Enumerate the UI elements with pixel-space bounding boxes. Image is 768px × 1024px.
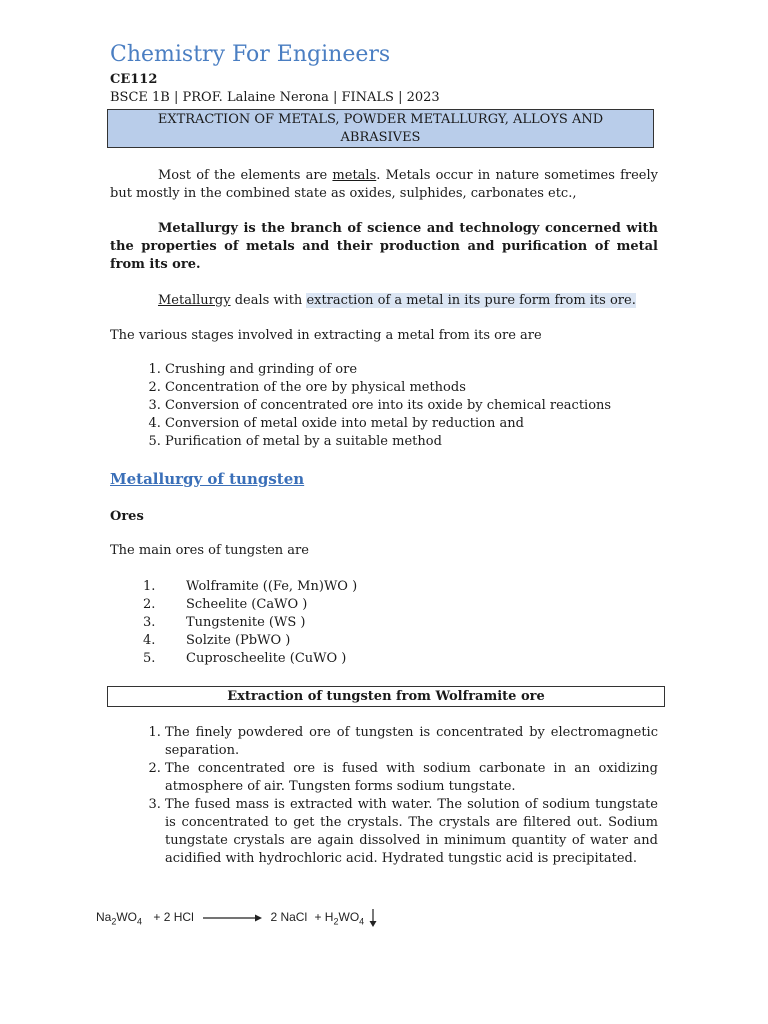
reaction-arrow-icon xyxy=(201,913,263,923)
list-item: 1. Crushing and grinding of ore xyxy=(165,361,665,379)
ore-number: 5. xyxy=(143,651,156,666)
ore-number: 4. xyxy=(143,633,156,648)
eq-sub: 2 xyxy=(333,916,339,927)
intro-p3-end: . xyxy=(631,293,636,308)
list-item: 4. Conversion of metal oxide into metal by reduction and xyxy=(165,415,665,433)
eq-product-2 xyxy=(314,910,365,927)
intro-paragraph-1 xyxy=(110,167,658,203)
eq-plus-1: + 2 HCl xyxy=(153,910,194,925)
eq-sub: 4 xyxy=(137,916,143,927)
ore-number: 1. xyxy=(143,579,156,594)
eq-na: Na xyxy=(96,910,112,925)
course-meta: BSCE 1B | PROF. Lalaine Nerona | FINALS | 2023 xyxy=(110,90,440,105)
topic-banner xyxy=(107,109,654,148)
metals-link[interactable]: metals xyxy=(332,168,377,183)
eq-sub: 4 xyxy=(359,916,365,927)
eq-sub: 2 xyxy=(111,916,117,927)
chemical-equation xyxy=(96,908,377,928)
precipitate-arrow-icon xyxy=(369,908,377,928)
stages-list xyxy=(110,361,665,451)
eq-reactant-1 xyxy=(96,910,143,927)
list-item: 2. The concentrated ore is fused with sodium carbonate in an oxidizing atmosphere of air. Tungsten forms sodium tungstate. xyxy=(165,760,658,796)
document-title: Chemistry For Engineers xyxy=(110,42,391,67)
eq-product-1: 2 NaCl xyxy=(270,910,308,925)
list-item: 2. Concentration of the ore by physical methods xyxy=(165,379,665,397)
ore-name: Wolframite ((Fe, Mn)WO ) xyxy=(186,579,358,594)
list-item: 1. The finely powdered ore of tungsten is concentrated by electromagnetic separation. xyxy=(165,724,658,760)
metallurgy-term: Metallurgy xyxy=(158,293,231,308)
ore-name: Scheelite (CaWO ) xyxy=(186,597,308,612)
list-item: 3. Conversion of concentrated ore into its oxide by chemical reactions xyxy=(165,397,665,415)
intro-p3-mid: deals with xyxy=(230,293,307,308)
list-item: 5. Purification of metal by a suitable method xyxy=(165,433,665,451)
stages-intro: The various stages involved in extracting a metal from its ore are xyxy=(110,328,542,343)
topic-line-1: EXTRACTION OF METALS, POWDER METALLURGY, ALLOYS AND xyxy=(157,112,604,127)
intro-p1-before: Most of the elements are xyxy=(158,168,333,183)
ore-name: Solzite (PbWO ) xyxy=(186,633,291,648)
ore-name: Cuproscheelite (CuWO ) xyxy=(186,651,347,666)
intro-p1-after: . Metals occur in nature sometimes freely but mostly in the combined state as oxides, sulphides, carbonates etc., xyxy=(110,168,658,201)
ores-intro: The main ores of tungsten are xyxy=(110,543,309,558)
eq-wo: WO xyxy=(116,910,138,925)
ore-number: 3. xyxy=(143,615,156,630)
topic-line-2: ABRASIVES xyxy=(340,130,421,145)
intro-paragraph-3 xyxy=(110,292,658,310)
metallurgy-definition: Metallurgy is the branch of science and technology concerned with the properties of metals and their production and purification of metal from its ore. xyxy=(110,221,658,272)
highlighted-text: extraction of a metal in its pure form from its ore xyxy=(306,293,632,308)
eq-plus-h: + H xyxy=(314,910,334,925)
extraction-steps xyxy=(110,724,658,868)
ore-name: Tungstenite (WS ) xyxy=(186,615,306,630)
ore-number: 2. xyxy=(143,597,156,612)
section-heading[interactable]: Metallurgy of tungsten xyxy=(110,470,305,488)
list-item: 3. The fused mass is extracted with water. The solution of sodium tungstate is concentrated to get the crystals. The crystals are filtered out. Sodium tungstate crystals are again dissolved in minimum quantity of water and acidified with hydrochloric acid. Hydrated tungstic acid is precipitated. xyxy=(165,796,658,868)
course-code: CE112 xyxy=(110,72,158,87)
eq-wo: WO xyxy=(338,910,360,925)
ores-heading: Ores xyxy=(110,509,144,524)
extraction-heading: Extraction of tungsten from Wolframite ore xyxy=(107,686,665,707)
